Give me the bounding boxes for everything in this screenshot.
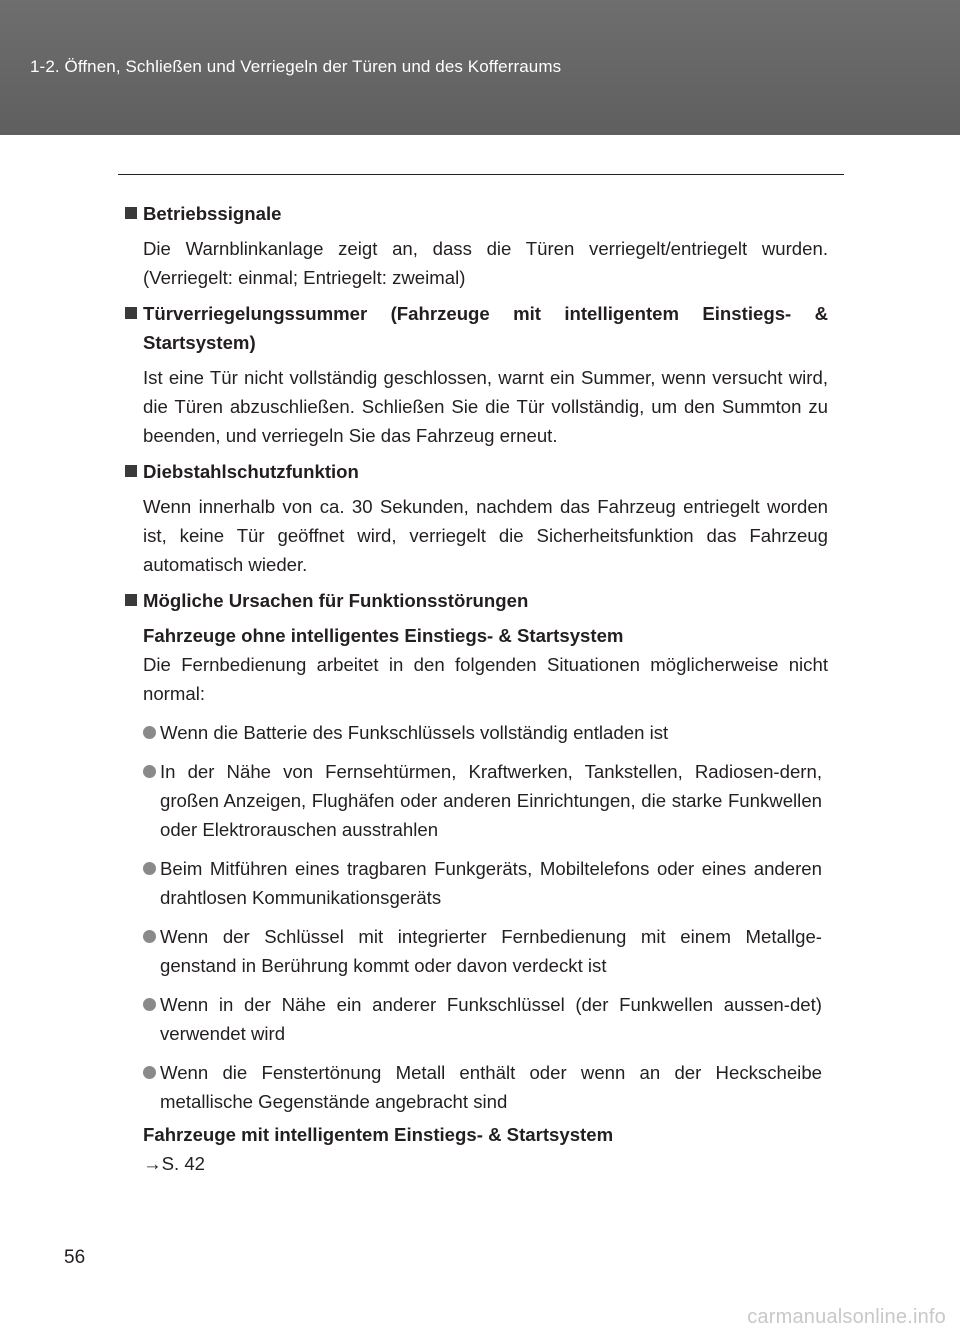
section-text: Die Warnblinkanlage zeigt an, dass die Türen verriegelt/entriegelt wurden. (Verriegelt: einmal; Entriegelt: zweimal)	[143, 238, 828, 288]
round-bullet-icon	[143, 726, 156, 739]
list-item	[124, 757, 828, 844]
section-title: Türverriegelungssummer (Fahrzeuge mit intelligentem Einstiegs- & Startsystem)	[143, 303, 828, 353]
page-content	[124, 199, 828, 1178]
square-bullet-icon	[125, 465, 137, 477]
list-item-text: Wenn in der Nähe ein anderer Funkschlüssel (der Funkwellen aussen-det) verwendet wird	[160, 994, 822, 1044]
round-bullet-icon	[143, 998, 156, 1011]
section-title: Diebstahlschutzfunktion	[143, 461, 359, 482]
subheading-ohne-system: Fahrzeuge ohne intelligentes Einstiegs- & Startsystem	[143, 625, 624, 646]
page-reference-link[interactable]: →S. 42	[143, 1153, 206, 1174]
top-divider	[118, 174, 844, 175]
chapter-header-bar	[0, 0, 960, 135]
list-item	[124, 718, 828, 747]
page-number: 56	[64, 1247, 86, 1268]
list-item-text: In der Nähe von Fernsehtürmen, Kraftwerken, Tankstellen, Radiosen-dern, großen Anzeigen, Flughäfen oder anderen Einrichtungen, die starke Funkwellen oder Elektrorauschen ausstrahlen	[160, 761, 822, 840]
list-item-text: Wenn die Batterie des Funkschlüssels vollständig entladen ist	[160, 722, 669, 743]
section-title: Mögliche Ursachen für Funktionsstörungen	[143, 590, 529, 611]
section-title: Betriebssignale	[143, 203, 282, 224]
section-heading-tuerverriegelungssummer	[124, 299, 828, 357]
square-bullet-icon	[125, 594, 137, 606]
subheading-mit-system: Fahrzeuge mit intelligentem Einstiegs- & Startsystem	[143, 1124, 614, 1145]
round-bullet-icon	[143, 1066, 156, 1079]
square-bullet-icon	[125, 207, 137, 219]
round-bullet-icon	[143, 930, 156, 943]
section-heading-stoerungen	[124, 586, 828, 615]
list-item	[124, 854, 828, 912]
section-heading-betriebssignale	[124, 199, 828, 228]
section-text: Wenn innerhalb von ca. 30 Sekunden, nachdem das Fahrzeug entriegelt worden ist, keine Tür geöffnet wird, verriegelt die Sicherheitsfunktion das Fahrzeug automatisch wieder.	[143, 496, 828, 575]
watermark: carmanualsonline.info	[747, 1306, 946, 1328]
list-item-text: Beim Mitführen eines tragbaren Funkgeräts, Mobiltelefons oder eines anderen drahtlosen Kommunikationsgeräts	[160, 858, 822, 908]
list-item	[124, 922, 828, 980]
chapter-breadcrumb: 1-2. Öffnen, Schließen und Verriegeln der Türen und des Kofferraums	[30, 57, 562, 76]
round-bullet-icon	[143, 765, 156, 778]
list-item	[124, 1058, 828, 1116]
list-item-text: Wenn der Schlüssel mit integrierter Fernbedienung mit einem Metallge-genstand in Berührung kommt oder davon verdeckt ist	[160, 926, 822, 976]
section-heading-diebstahlschutz	[124, 457, 828, 486]
section-text: Ist eine Tür nicht vollständig geschlossen, warnt ein Summer, wenn versucht wird, die Türen abzuschließen. Schließen Sie die Tür vollständig, um den Summton zu beenden, und verriegeln Sie das Fahrzeug erneut.	[143, 367, 828, 446]
square-bullet-icon	[125, 307, 137, 319]
list-item-text: Wenn die Fenstertönung Metall enthält oder wenn an der Heckscheibe metallische Gegenstände angebracht sind	[160, 1062, 822, 1112]
round-bullet-icon	[143, 862, 156, 875]
section-intro: Die Fernbedienung arbeitet in den folgenden Situationen möglicherweise nicht normal:	[143, 654, 828, 704]
list-item	[124, 990, 828, 1048]
